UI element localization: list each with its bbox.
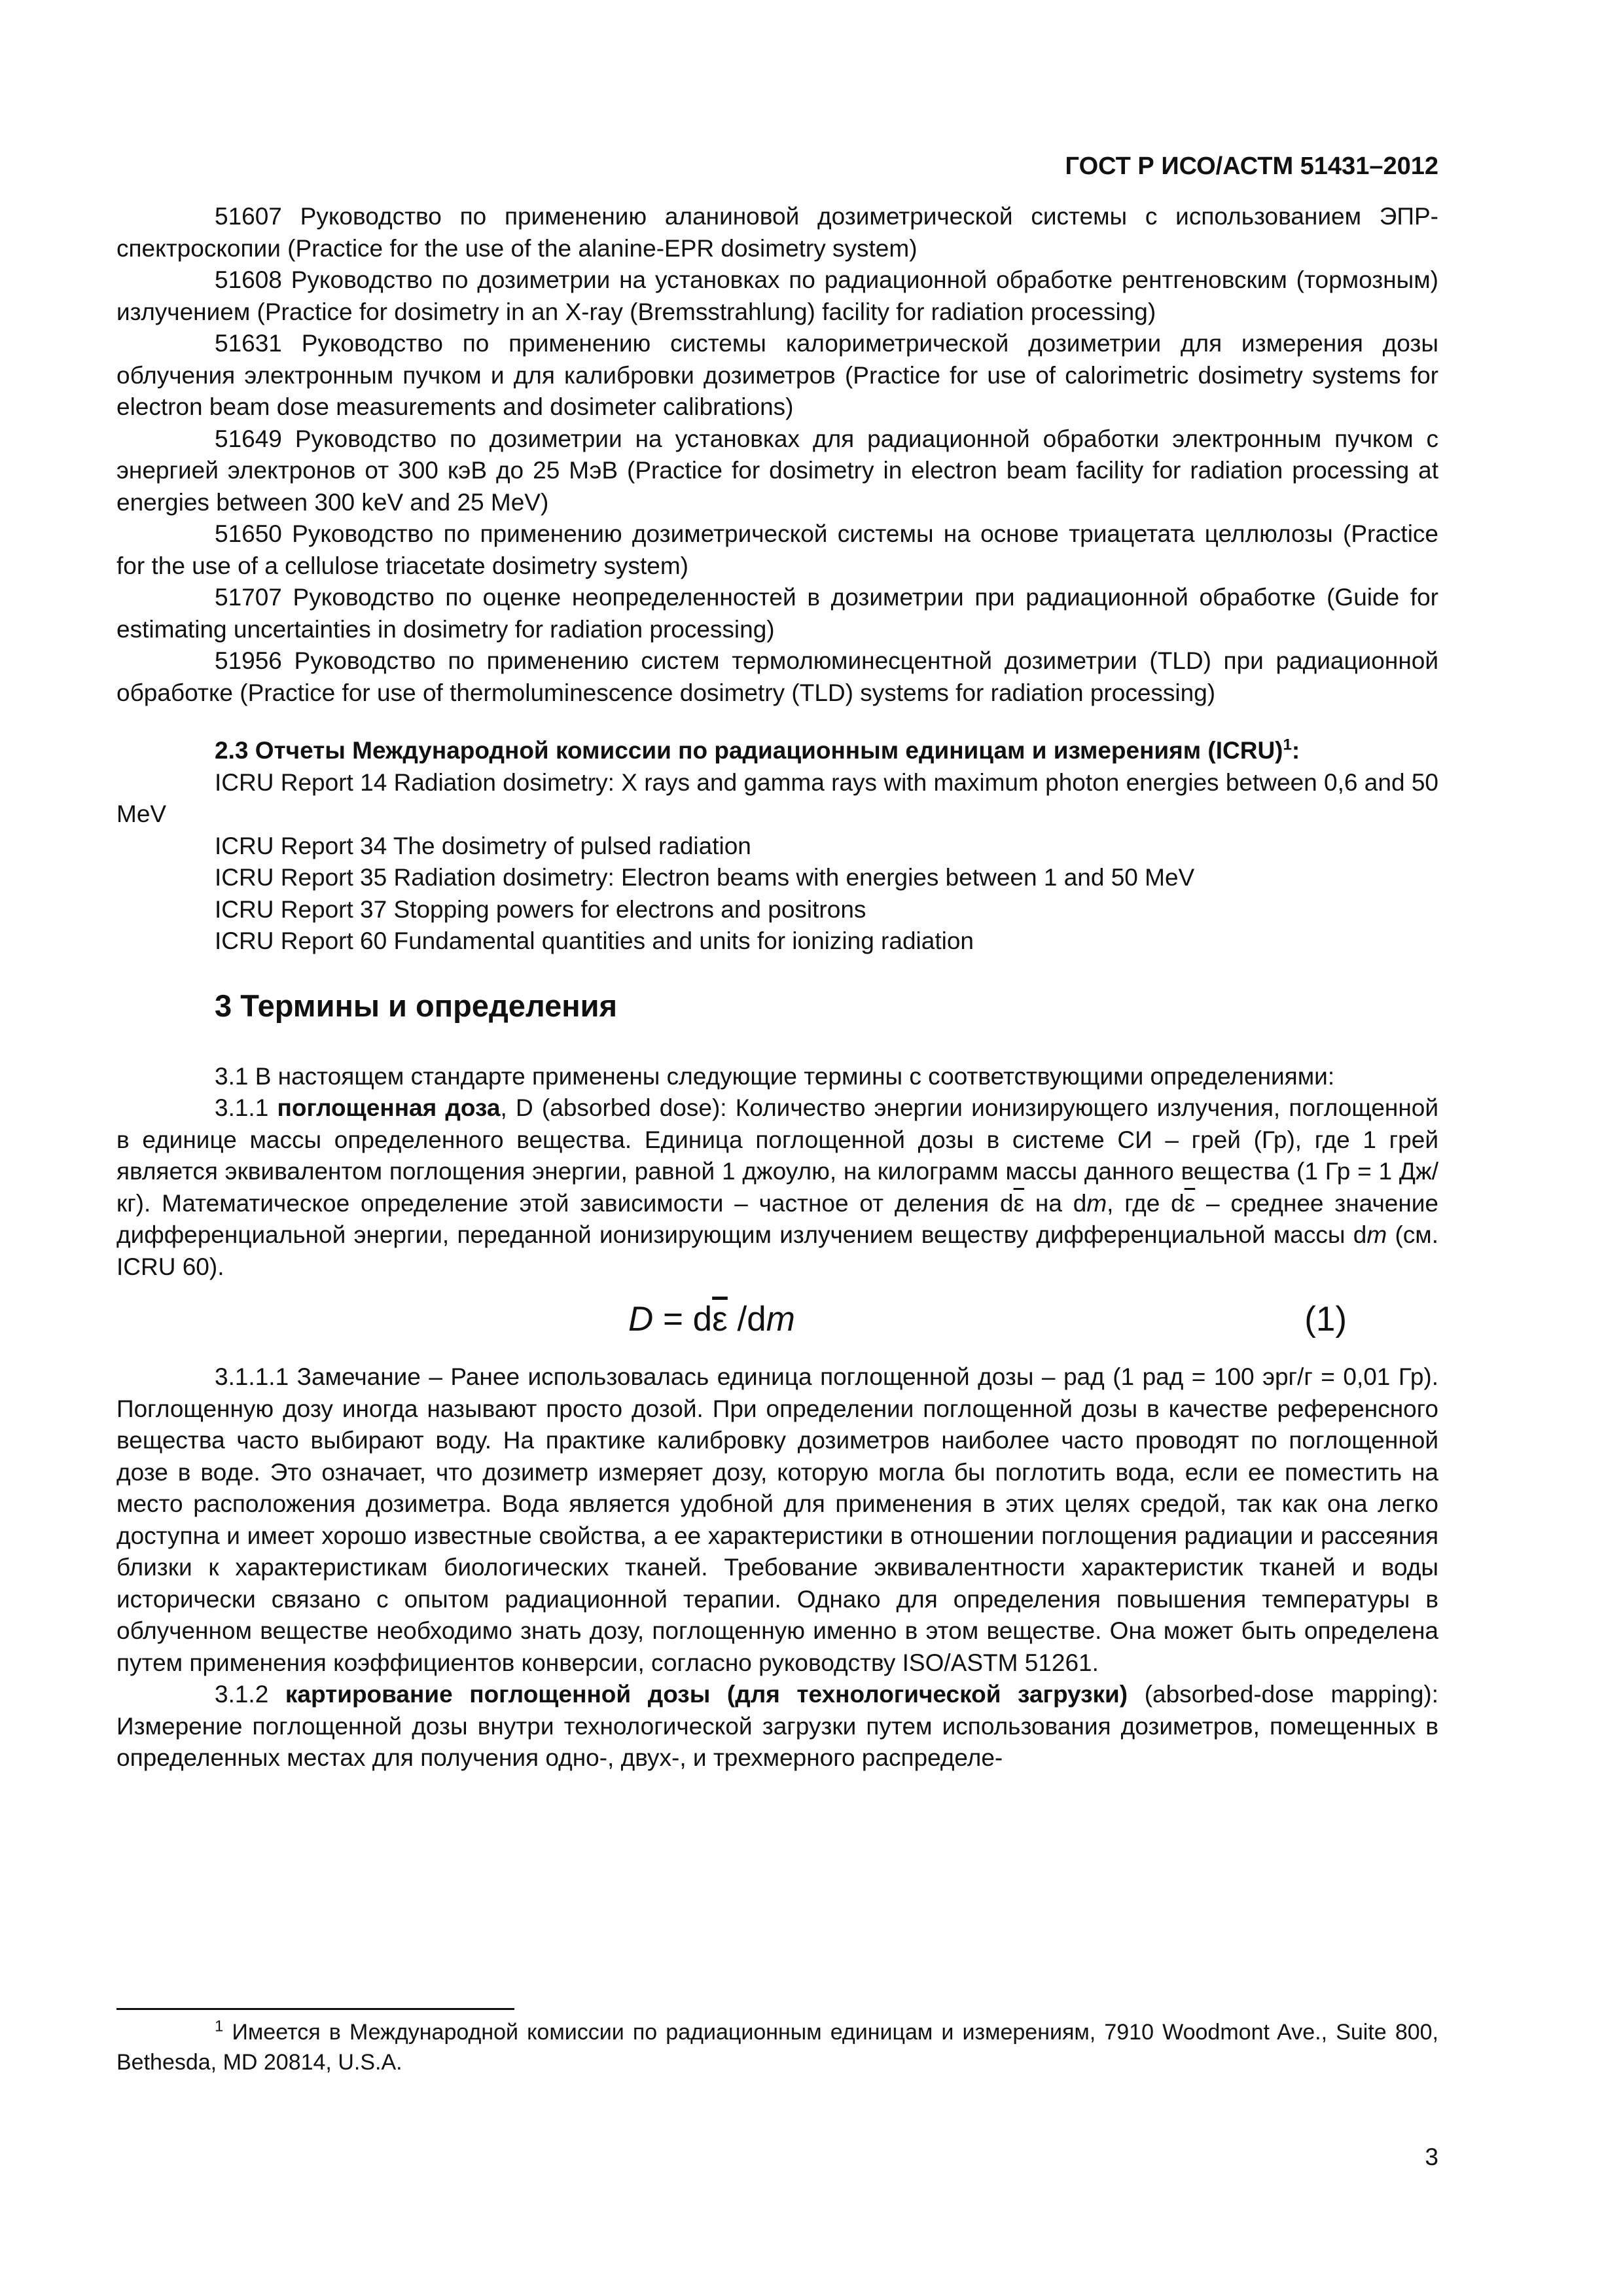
page-body bbox=[116, 201, 1438, 1774]
clause-3-1-1-number: 3.1.1 bbox=[215, 1094, 277, 1121]
formula-equals: = d bbox=[653, 1300, 713, 1338]
formula-number: (1) bbox=[1304, 1300, 1347, 1338]
formula-mass-symbol: m bbox=[766, 1300, 795, 1338]
clause-3-1-2-text: (absorbed-dose mapping): Измерение поглощенной дозы внутри технологической загрузки путем использования дозиметров, помещенных в определенных местах для получения одно-, двух-, и трехмерного распределе- bbox=[116, 1681, 1438, 1771]
icru-report-37: ICRU Report 37 Stopping powers for electrons and positrons bbox=[215, 895, 866, 923]
epsilon-bar: $\overline{\varepsilon}$ bbox=[1013, 1189, 1025, 1217]
document-header: ГОСТ Р ИСО/АСТМ 51431–2012 bbox=[1065, 152, 1438, 180]
astm-ref-51707: 51707 Руководство по оценке неопределенностей в дозиметрии при радиационной обработке (Guide for estimating uncertainties in dosimetry for radiation processing) bbox=[116, 584, 1438, 643]
term-absorbed-dose-mapping: картирование поглощенной дозы (для технологической загрузки) bbox=[285, 1681, 1128, 1708]
mass-symbol: m bbox=[1086, 1189, 1107, 1217]
page-number: 3 bbox=[1425, 2144, 1438, 2170]
epsilon-bar: $\overline{\varepsilon}$ bbox=[1184, 1189, 1196, 1217]
astm-ref-51956: 51956 Руководство по применению систем термолюминесцентной дозиметрии (TLD) при радиационной обработке (Practice for use of thermoluminescence dosimetry (TLD) systems for radiation processing) bbox=[116, 647, 1438, 706]
footnote-text: Имеется в Международной комиссии по радиационным единицам и измерениям, 7910 Woodmont Ave., Suite 800, Bethesda, MD 20814, U.S.A. bbox=[116, 2020, 1438, 2075]
clause-3-1-2 bbox=[116, 1679, 1438, 1774]
formula-1 bbox=[116, 1292, 1438, 1347]
formula-divide: /d bbox=[727, 1300, 766, 1338]
clause-3-1: 3.1 В настоящем стандарте применены следующие термины с соответствующими определениями: bbox=[215, 1062, 1335, 1090]
astm-ref-51631: 51631 Руководство по применению системы калориметрической дозиметрии для измерения дозы облучения электронным пучком и для калибровки дозиметров (Practice for use of calorimetric dosimetry systems for electron beam dose measurements and dosimeter calibrations) bbox=[116, 330, 1438, 420]
icru-heading-colon: : bbox=[1291, 737, 1300, 764]
clause-3-1-1-text-a: , D (absorbed dose): Количество энергии ионизирующего излучения, поглощенной в единице массы определенного вещества. Единица поглощенной дозы в системе СИ – грей (Гр), где 1 грей является эквивалентом поглощения энергии, равной 1 джоулю, на килограмм массы данного вещества (1 Гр = 1 Дж/кг). Математическое определение этой зависимости – частное от деления d bbox=[116, 1094, 1439, 1217]
icru-report-60: ICRU Report 60 Fundamental quantities and units for ionizing radiation bbox=[215, 927, 974, 954]
astm-ref-51608: 51608 Руководство по дозиметрии на установках по радиационной обработке рентгеновским (тормозным) излучением (Practice for dosimetry in an X-ray (Bremsstrahlung) facility for radiation processing) bbox=[116, 266, 1438, 325]
footnote-separator bbox=[116, 2008, 514, 2010]
footnote-ref: 1 bbox=[1283, 736, 1292, 754]
clause-3-1-1 bbox=[116, 1092, 1438, 1283]
astm-ref-51650: 51650 Руководство по применению дозиметрической системы на основе триацетата целлюлозы (Practice for the use of a cellulose triacetate dosimetry system) bbox=[116, 520, 1438, 579]
section-3-heading: 3 Термины и определения bbox=[215, 988, 617, 1023]
mass-symbol: m bbox=[1366, 1221, 1387, 1248]
clause-3-1-1-text-b: на d bbox=[1024, 1189, 1087, 1217]
clause-3-1-1-text-c: , где d bbox=[1107, 1189, 1185, 1217]
footnote-mark: 1 bbox=[215, 2017, 224, 2036]
icru-report-14: ICRU Report 14 Radiation dosimetry: X rays and gamma rays with maximum photon energies between 0,6 and 50 MeV bbox=[116, 768, 1438, 827]
footnote-1 bbox=[116, 2017, 1438, 2077]
spacer bbox=[116, 709, 1438, 735]
clause-3-1-1-text-d: – среднее значение дифференциальной энергии, переданной ионизирующим излучением веществу дифференциальной массы d bbox=[116, 1189, 1438, 1248]
clause-3-1-2-number: 3.1.2 bbox=[215, 1681, 285, 1708]
formula-expression bbox=[628, 1292, 795, 1347]
clause-3-1-1-1: 3.1.1.1 Замечание – Ранее использовалась единица поглощенной дозы – рад (1 рад = 100 эрг/г = 0,01 Гр). Поглощенную дозу иногда называют просто дозой. При определении поглощенной дозы в качестве референсного вещества часто выбирают воду. На практике калибровку дозиметров наиболее часто проводят по поглощенной дозе в воде. Это означает, что дозиметр измеряет дозу, которую могла бы поглотить вода, если ее поместить на место расположения дозиметра. Вода является удобной для применения в этих целях средой, так как она легко доступна и имеет хорошо известные свойства, а ее характеристики в отношении поглощения радиации и рассеяния близки к характеристикам биологических тканей. Требование эквивалентности характеристик тканей и воды исторически связано с опытом радиационной терапии. Однако для определения повышения температуры в облученном веществе необходимо знать дозу, поглощенную именно в этом веществе. Она может быть определена путем применения коэффициентов конверсии, согласно руководству ISO/ASTM 51261. bbox=[116, 1363, 1438, 1676]
astm-ref-51607: 51607 Руководство по применению аланиновой дозиметрической системы с использованием ЭПР-спектроскопии (Practice for the use of the alanine-EPR dosimetry system) bbox=[116, 203, 1438, 262]
term-absorbed-dose: поглощенная доза bbox=[277, 1094, 501, 1121]
clause-3-1-1-text-e: (см. ICRU 60). bbox=[116, 1221, 1438, 1280]
icru-report-35: ICRU Report 35 Radiation dosimetry: Electron beams with energies between 1 and 50 MeV bbox=[215, 864, 1195, 891]
astm-ref-51649: 51649 Руководство по дозиметрии на установках для радиационной обработки электронным пучком с энергией электронов от 300 кэВ до 25 МэВ (Practice for dosimetry in electron beam facility for radiation processing at energies between 300 keV and 25 MeV) bbox=[116, 425, 1438, 516]
formula-epsilon-bar: $\overline{\varepsilon}$ bbox=[712, 1300, 728, 1338]
formula-dose-symbol: D bbox=[628, 1300, 654, 1338]
icru-heading-text: 2.3 Отчеты Международной комиссии по радиационным единицам и измерениям (ICRU) bbox=[215, 737, 1283, 764]
icru-heading bbox=[116, 735, 1438, 767]
footnote bbox=[116, 2017, 1438, 2077]
icru-report-34: ICRU Report 34 The dosimetry of pulsed radiation bbox=[215, 832, 751, 859]
